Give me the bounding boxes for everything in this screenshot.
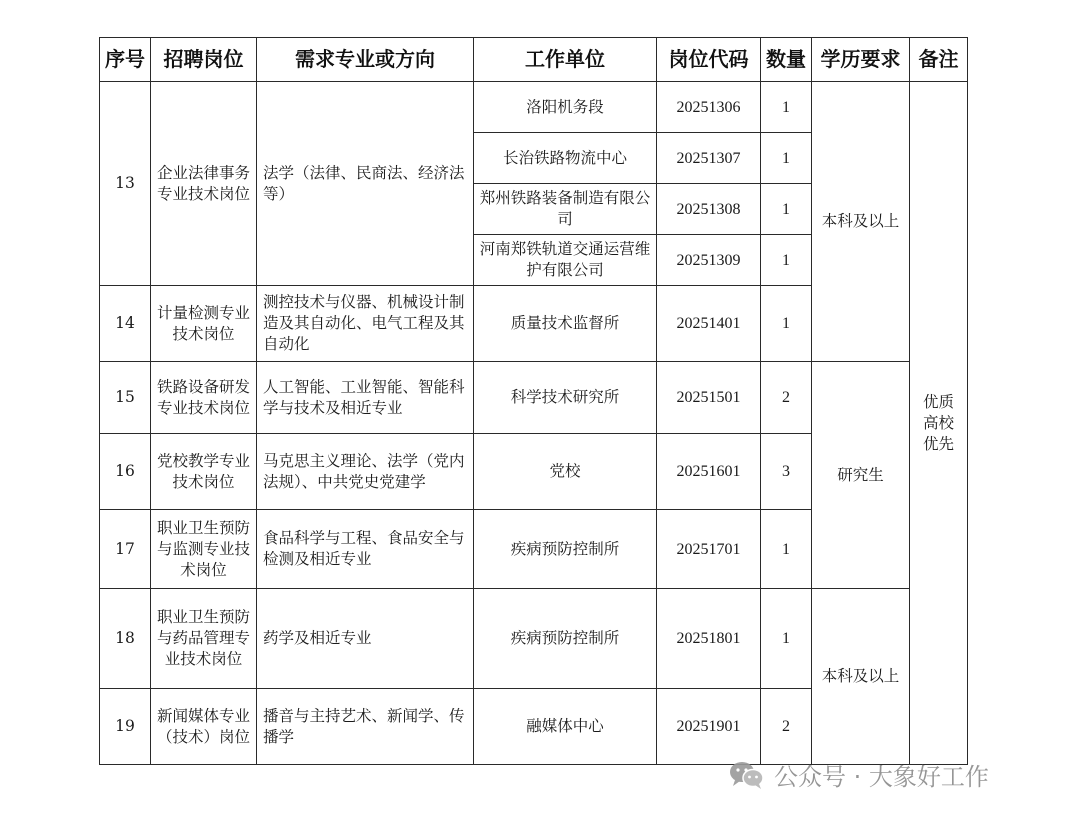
cell-count: 1: [761, 589, 812, 689]
watermark: [728, 757, 989, 792]
cell-major: 食品科学与工程、食品安全与检测及相近专业: [257, 510, 474, 589]
header-remark: 备注: [910, 38, 968, 82]
cell-code: 20251308: [657, 184, 761, 235]
cell-unit: 洛阳机务段: [474, 82, 657, 133]
cell-no: 19: [100, 689, 151, 765]
cell-count: 1: [761, 235, 812, 286]
cell-count: 2: [761, 362, 812, 434]
cell-major: 人工智能、工业智能、智能科学与技术及相近专业: [257, 362, 474, 434]
cell-unit: 疾病预防控制所: [474, 510, 657, 589]
recruitment-table: [99, 37, 968, 765]
header-count: 数量: [761, 38, 812, 82]
cell-code: 20251601: [657, 434, 761, 510]
table-row: [100, 82, 968, 133]
cell-unit: 党校: [474, 434, 657, 510]
table-row: [100, 362, 968, 434]
cell-code: 20251701: [657, 510, 761, 589]
cell-count: 1: [761, 133, 812, 184]
cell-education: 本科及以上: [812, 589, 910, 765]
cell-count: 3: [761, 434, 812, 510]
cell-count: 2: [761, 689, 812, 765]
header-education: 学历要求: [812, 38, 910, 82]
header-no: 序号: [100, 38, 151, 82]
cell-unit: 质量技术监督所: [474, 286, 657, 362]
cell-major: 测控技术与仪器、机械设计制造及其自动化、电气工程及其自动化: [257, 286, 474, 362]
header-position: 招聘岗位: [151, 38, 257, 82]
cell-unit: 疾病预防控制所: [474, 589, 657, 689]
cell-code: 20251901: [657, 689, 761, 765]
cell-no: 17: [100, 510, 151, 589]
table-row: [100, 589, 968, 689]
cell-code: 20251307: [657, 133, 761, 184]
recruitment-table-wrapper: [99, 37, 968, 765]
cell-no: 13: [100, 82, 151, 286]
cell-education: 本科及以上: [812, 82, 910, 362]
cell-no: 16: [100, 434, 151, 510]
cell-remark: 优质高校优先: [910, 82, 968, 765]
cell-count: 1: [761, 510, 812, 589]
cell-major: 马克思主义理论、法学（党内法规）、中共党史党建学: [257, 434, 474, 510]
wechat-icon: [728, 759, 766, 791]
cell-no: 14: [100, 286, 151, 362]
cell-code: 20251401: [657, 286, 761, 362]
cell-code: 20251501: [657, 362, 761, 434]
cell-unit: 长治铁路物流中心: [474, 133, 657, 184]
cell-position: 计量检测专业技术岗位: [151, 286, 257, 362]
cell-major: 播音与主持艺术、新闻学、传播学: [257, 689, 474, 765]
header-major: 需求专业或方向: [257, 38, 474, 82]
cell-position: 职业卫生预防与监测专业技术岗位: [151, 510, 257, 589]
watermark-text: 公众号 · 大象好工作: [774, 763, 989, 791]
cell-count: 1: [761, 286, 812, 362]
cell-code: 20251306: [657, 82, 761, 133]
cell-unit: 融媒体中心: [474, 689, 657, 765]
cell-major: 法学（法律、民商法、经济法等）: [257, 82, 474, 286]
header-unit: 工作单位: [474, 38, 657, 82]
cell-unit: 科学技术研究所: [474, 362, 657, 434]
cell-position: 新闻媒体专业（技术）岗位: [151, 689, 257, 765]
cell-position: 铁路设备研发专业技术岗位: [151, 362, 257, 434]
cell-no: 18: [100, 589, 151, 689]
header-code: 岗位代码: [657, 38, 761, 82]
cell-unit: 河南郑铁轨道交通运营维护有限公司: [474, 235, 657, 286]
cell-count: 1: [761, 184, 812, 235]
cell-no: 15: [100, 362, 151, 434]
cell-major: 药学及相近专业: [257, 589, 474, 689]
cell-unit: 郑州铁路装备制造有限公司: [474, 184, 657, 235]
cell-code: 20251801: [657, 589, 761, 689]
cell-position: 企业法律事务专业技术岗位: [151, 82, 257, 286]
cell-education: 研究生: [812, 362, 910, 589]
table-header-row: [100, 38, 968, 82]
cell-count: 1: [761, 82, 812, 133]
cell-position: 党校教学专业技术岗位: [151, 434, 257, 510]
cell-code: 20251309: [657, 235, 761, 286]
cell-position: 职业卫生预防与药品管理专业技术岗位: [151, 589, 257, 689]
